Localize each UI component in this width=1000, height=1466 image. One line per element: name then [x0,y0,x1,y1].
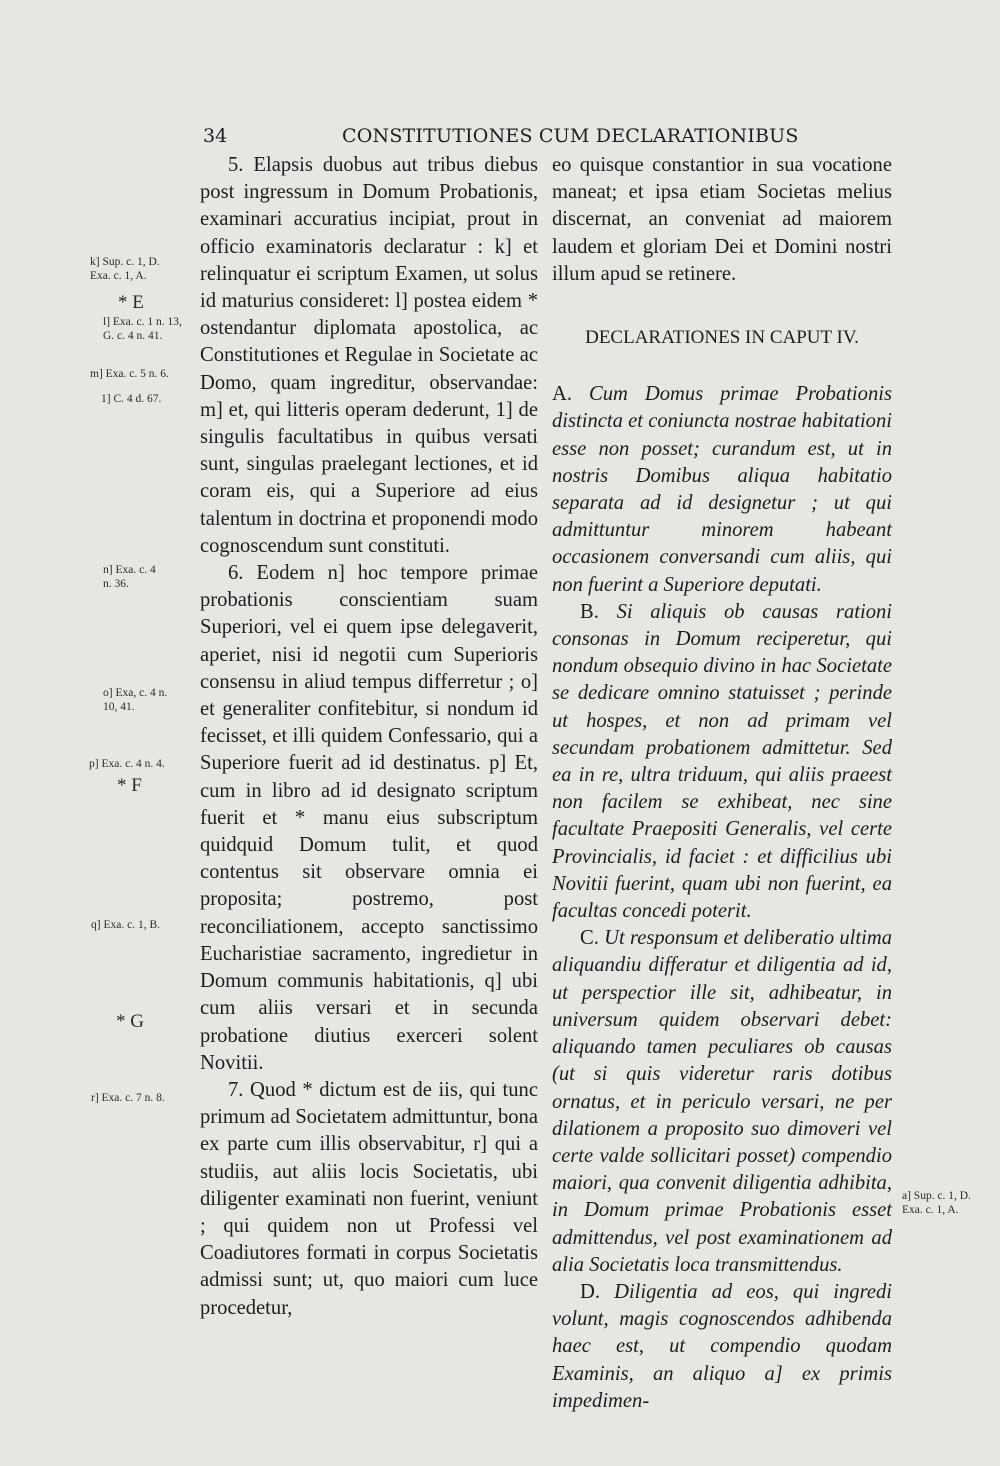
running-head: CONSTITUTIONES CUM DECLARATIONIBUS [342,125,799,147]
continuation-text: eo quisque constantior in sua vocatione maneat; et ipsa etiam Societas melius discernat, an conveniat ad maiorem laudem et gloriam Dei et Domini nostri illum apud se retinere. [552,154,892,285]
declaration-c [552,925,892,1279]
declaration-d-text: Diligentia ad eos, qui ingredi volunt, magis cognoscendos adhibenda haec est, ut compendio quodam Examinis, an aliquo a] ex primis impedimen- [552,1280,892,1412]
right-column [552,152,892,1415]
left-column [200,152,538,1322]
margin-note-q: q] Exa. c. 1, B. [91,919,160,931]
margin-note-a: a] Sup. c. 1, D. Exa. c. 1, A. [902,1190,971,1216]
margin-note-k: k] Sup. c. 1, D. Exa. c. 1, A. [90,256,160,282]
margin-note-o: o] Exa, c. 4 n. 10, 41. [103,687,168,713]
declaration-a [552,381,892,599]
margin-note-n: n] Exa. c. 4 n. 36. [103,564,156,590]
page-number: 34 [203,125,228,147]
margin-star-f: * F [117,775,142,796]
paragraph-7: 7. Quod * dictum est de iis, qui tunc primum ad Societatem admittuntur, bona ex parte cum illis observabitur, r] qui a studiis, aut aliis locis Societatis, ubi diligenter examinati non fuerint, veniunt ; qui quidem non ut Professi vel Coadiutores formati in corpus Societatis admissi sunt; ut, quo maiori cum luce procedetur, [200,1078,538,1319]
declaration-c-text: Ut responsum et deliberatio ultima aliquandiu differatur et diligentia ad id, ut perspectior ille sit, adhibeatur, in universum quidem observari debet: aliquando tamen peculiares ob causas (ut si quis videretur raris dotibus ornatus, et in periculo versari, ne per dilationem a proposito suo dimoveri vel certe valde sollicitari posset) compendio maiori, qua convenit diligentia adhibita, in Domum primae Probationis esset admittendus, vel post examinationem ad alia Societatis loca transmittendus. [552,927,892,1276]
margin-note-r: r] Exa. c. 7 n. 8. [91,1092,165,1104]
declaration-b-label: B. [580,600,599,623]
margin-note-l: l] Exa. c. 1 n. 13, G. c. 4 n. 41. [103,316,182,342]
declaration-d-label: D. [580,1280,601,1303]
paragraph-5: 5. Elapsis duobus aut tribus diebus post ingressum in Domum Probationis, examinari accuratius incipiat, prout in officio examinatoris declaratur : k] et relinquatur ei scriptum Examen, ut solus id maturius consideret: l] postea eidem * ostendantur diplomata apostolica, ac Constitutiones et Regulae in Societate ac Domo, quam ingreditur, observandae: m] et, qui litteris operam dederunt, 1] de singulis facultatibus in quibus versati sunt, singulas praelegant lectiones, et id coram eis, qui a Superiore ad eius talentum in doctrina et proponendi modo cognoscendum sunt constituti. [200,154,538,557]
declaration-a-text: Cum Domus primae Probationis distincta et coniuncta nostrae habitationi esse non posset; curandum est, ut in nostris Domibus aliqua habitatio separata ad id designetur ; ut qui admittuntur minorem habeant occasionem conversandi cum aliis, qui non fuerint a Superiore deputati. [552,383,892,596]
margin-star-g: * G [116,1011,144,1032]
declaration-a-label: A. [552,383,573,406]
margin-note-1: 1] C. 4 d. 67. [101,393,162,405]
declaration-b [552,599,892,925]
declaration-b-text: Si aliquis ob causas rationi consonas in Domum reciperetur, qui nondum obsequio divino in hac Societate se dedicare omnino statuisset ; perinde ut hospes, et non ad primam vel secundam probationem admittetur. Sed ea in re, ultra triduum, qui aliis praeest non facilem se exhibeat, nec sine facultate Praepositi Generalis, vel certe Provincialis, id faciet : et difficilius ubi Novitii fuerint, quam ubi non fuerint, ea facultas concedi poterit. [552,600,893,923]
margin-note-m: m] Exa. c. 5 n. 6. [90,368,169,380]
margin-note-p: p] Exa. c. 4 n. 4. [89,758,165,770]
declaration-c-label: C. [580,927,599,950]
declarations-heading: DECLARATIONES IN CAPUT IV. [585,327,859,349]
margin-star-e: * E [118,292,144,313]
declaration-d [552,1279,892,1415]
paragraph-6: 6. Eodem n] hoc tempore primae probationis conscientiam suam Superiori, vel ei quem ipse delegaverit, aperiet, nisi id negotii cum Superioris consensu in aliud tempus differretur ; o] et generaliter confitebitur, si nondum id fecisset, et illi quidem Confessario, qui a Superiore fuerit ad id destinatus. p] Et, cum in libro ad id designato scriptum fuerit et * manu eius subscriptum quidquid Domum tulit, et quod contentus sit observare omnia ei proposita; postremo, post reconciliationem, accepto sanctissimo Eucharistiae sacramento, ingredietur in Domum communis habitationis, q] ubi cum aliis versari et in secunda probatione diutius exerceri solent Novitii. [200,562,538,1074]
